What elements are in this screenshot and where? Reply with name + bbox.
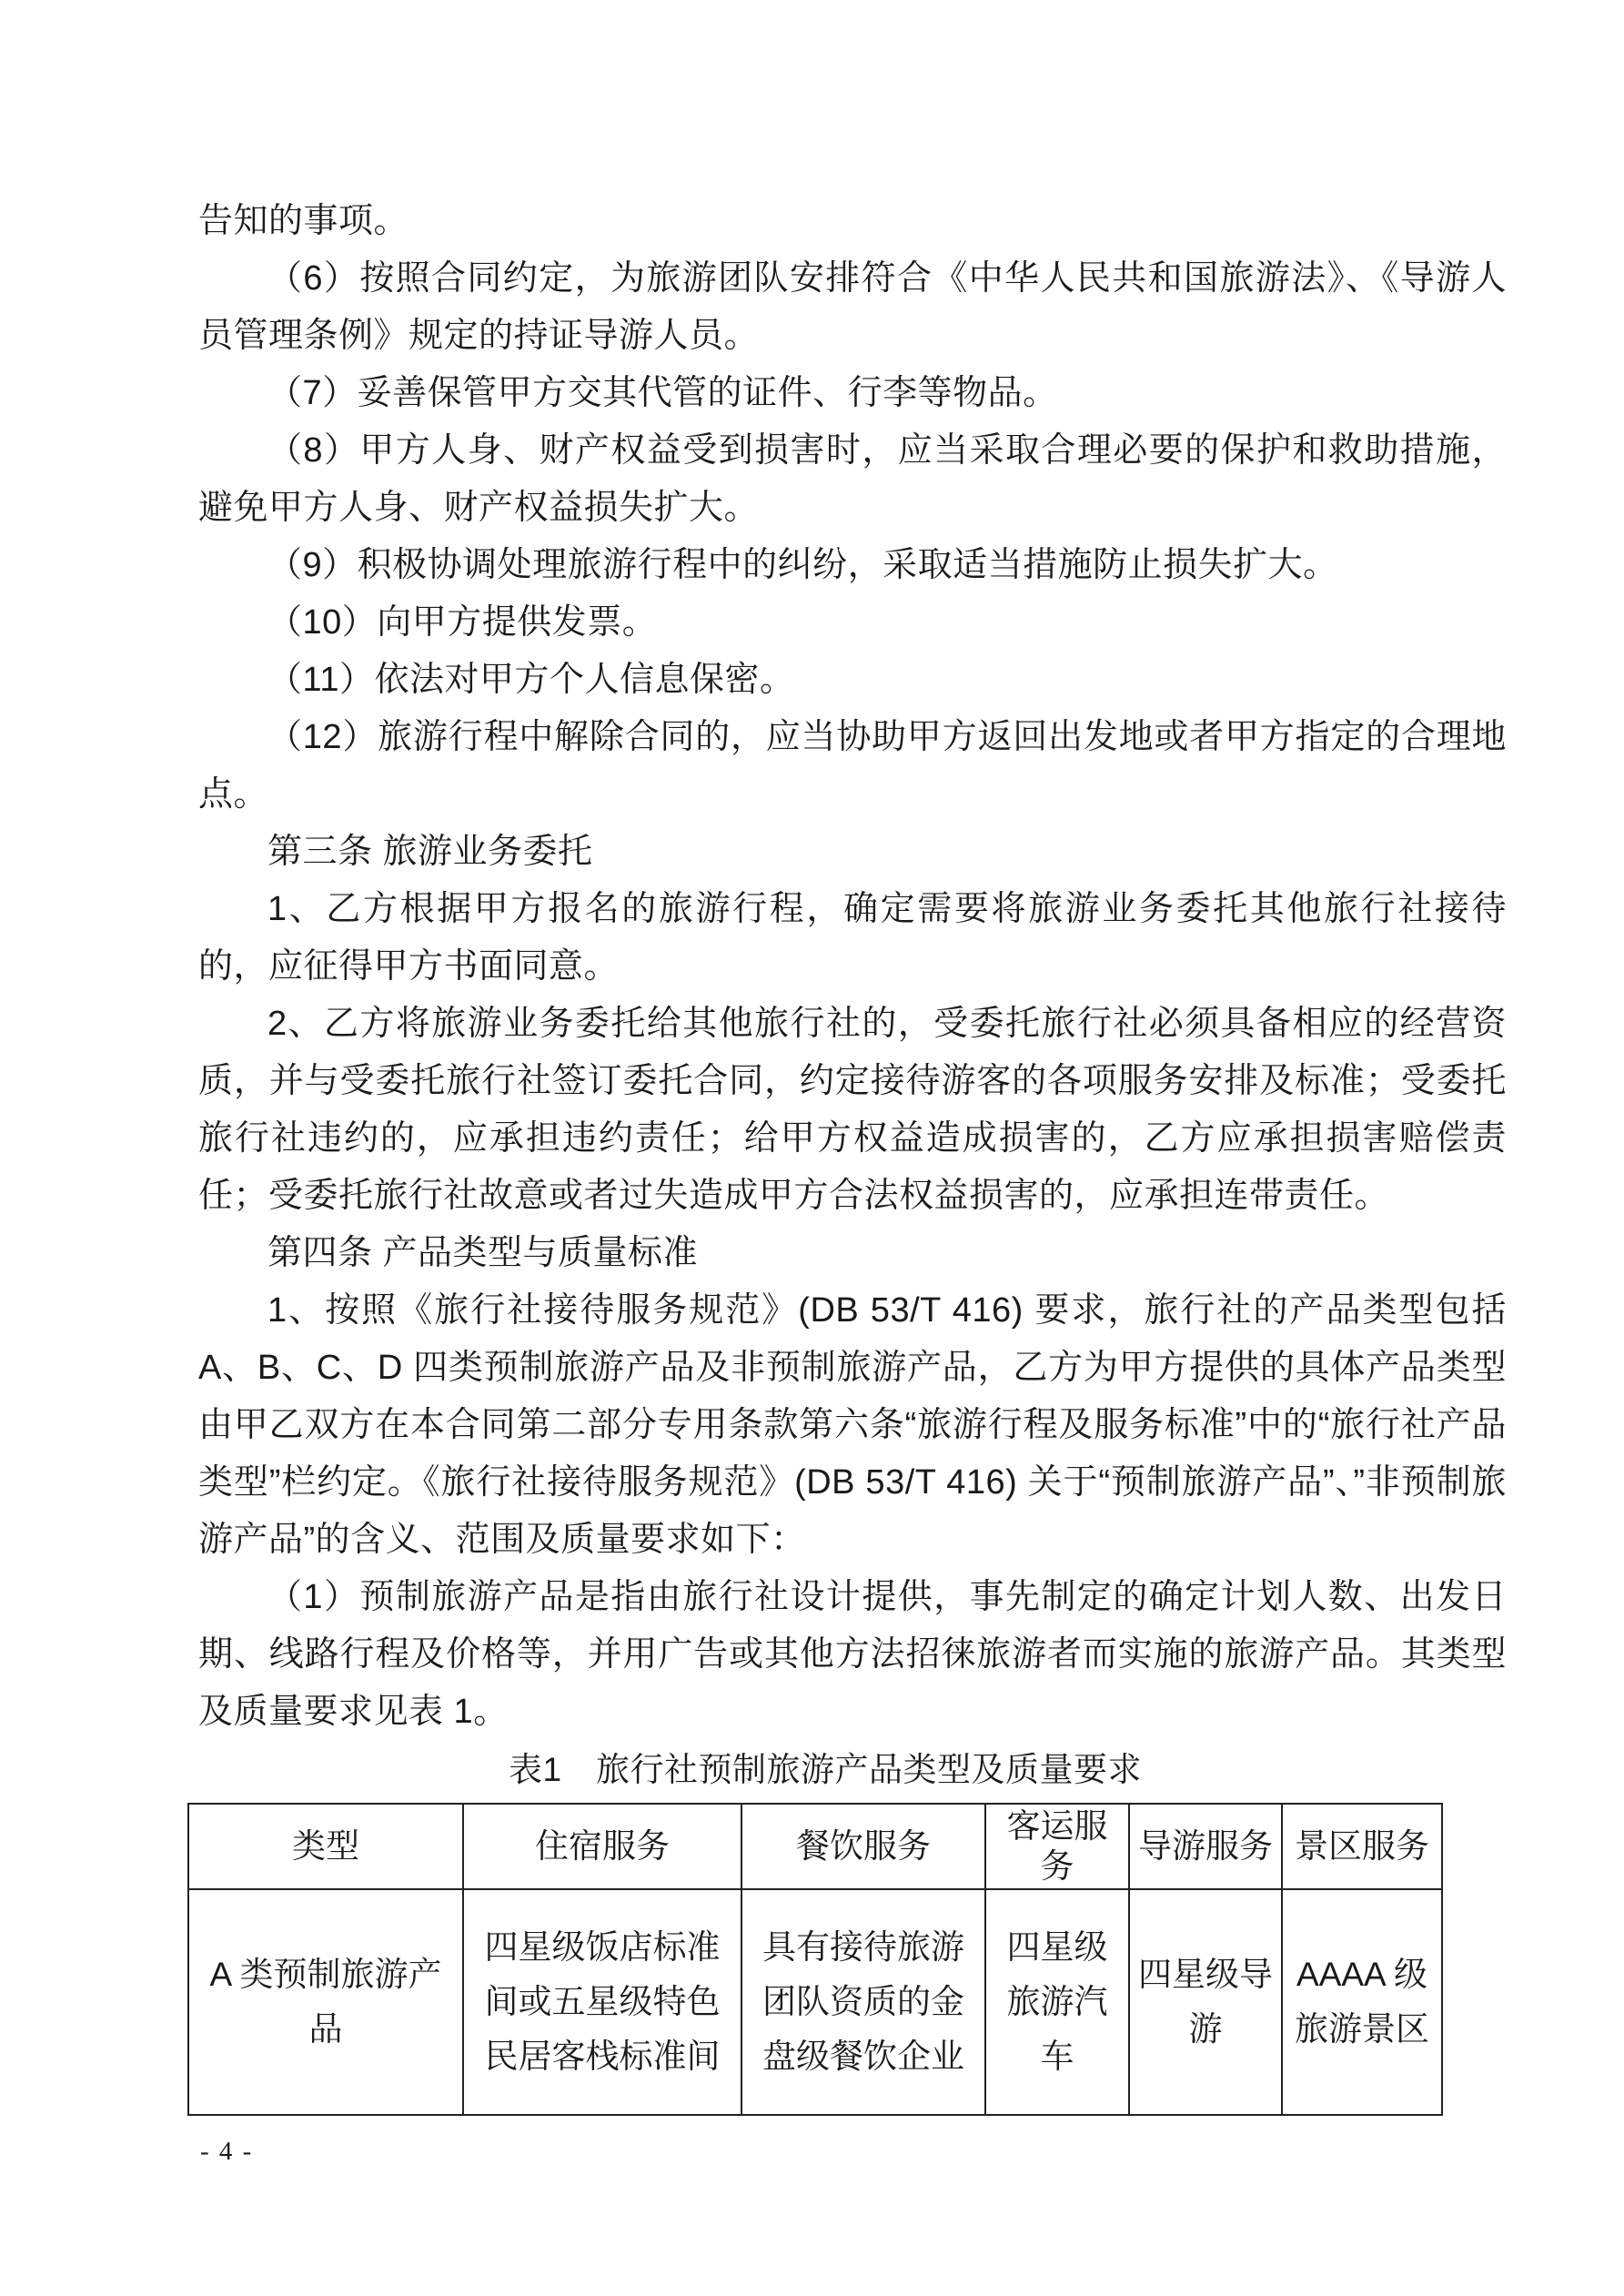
table-header-row <box>188 1804 1442 1889</box>
paragraph: 1、按照《旅行社接待服务规范》(DB 53/T 416) 要求，旅行社的产品类型包括 A、B、C、D 四类预制旅游产品及非预制旅游产品，乙方为甲方提供的具体产品类型由甲乙双方在本合同第二部分专用条款第六条“旅游行程及服务标准”中的“旅行社产品类型”栏约定。《旅行社接待服务规范》(DB 53/T 416) 关于“预制旅游产品”、”非预制旅游产品”的含义、范围及质量要求如下： <box>198 1291 1507 1559</box>
paragraph: （10）向甲方提供发票。 <box>267 603 658 642</box>
section-heading: 第三条 旅游业务委托 <box>267 833 593 871</box>
paragraph: （1）预制旅游产品是指由旅行社设计提供，事先制定的确定计划人数、出发日期、线路行程及价格等，并用广告或其他方法招徕旅游者而实施的旅游产品。其类型及质量要求见表 1。 <box>198 1578 1507 1731</box>
section-heading: 第四条 产品类型与质量标准 <box>267 1234 699 1272</box>
paragraph: 1、乙方根据甲方报名的旅游行程，确定需要将旅游业务委托其他旅行社接待的，应征得甲方书面同意。 <box>198 890 1507 986</box>
paragraph: （7）妥善保管甲方交其代管的证件、行李等物品。 <box>267 374 1058 412</box>
table-header-dining: 餐饮服务 <box>741 1804 985 1889</box>
paragraph: 告知的事项。 <box>198 202 409 240</box>
product-quality-table <box>187 1803 1443 2116</box>
table-cell-scenic: AAAA 级旅游景区 <box>1282 1889 1442 2115</box>
table-cell-lodging: 四星级饭店标准间或五星级特色民居客栈标准间 <box>463 1889 741 2115</box>
document-body <box>198 193 1507 2116</box>
page-number: - 4 - <box>200 2137 254 2166</box>
paragraph: （12）旅游行程中解除合同的，应当协助甲方返回出发地或者甲方指定的合理地点。 <box>198 718 1507 814</box>
table-caption: 表1 旅行社预制旅游产品类型及质量要求 <box>508 1751 1143 1788</box>
paragraph: 2、乙方将旅游业务委托给其他旅行社的，受委托旅行社必须具备相应的经营资质，并与受委托旅行社签订委托合同，约定接待游客的各项服务安排及标准；受委托旅行社违约的，应承担违约责任；给甲方权益造成损害的，乙方应承担损害赔偿责任；受委托旅行社故意或者过失造成甲方合法权益损害的，应承担连带责任。 <box>198 1005 1507 1215</box>
table-row <box>188 1889 1442 2115</box>
paragraph: （6）按照合同约定，为旅游团队安排符合《中华人民共和国旅游法》、《导游人员管理条例》规定的持证导游人员。 <box>198 259 1507 355</box>
paragraph: （9）积极协调处理旅游行程中的纠纷，采取适当措施防止损失扩大。 <box>267 546 1338 584</box>
table-header-transport: 客运服务 <box>985 1804 1129 1889</box>
table-cell-guide: 四星级导游 <box>1129 1889 1282 2115</box>
table-cell-dining: 具有接待旅游团队资质的金盘级餐饮企业 <box>741 1889 985 2115</box>
table-cell-type: A 类预制旅游产品 <box>188 1889 463 2115</box>
table-cell-transport: 四星级旅游汽车 <box>985 1889 1129 2115</box>
table-header-scenic: 景区服务 <box>1282 1804 1442 1889</box>
paragraph: （8）甲方人身、财产权益受到损害时，应当采取合理必要的保护和救助措施，避免甲方人身、财产权益损失扩大。 <box>198 431 1507 527</box>
table-header-lodging: 住宿服务 <box>463 1804 741 1889</box>
paragraph: （11）依法对甲方个人信息保密。 <box>267 661 795 699</box>
table-header-guide: 导游服务 <box>1129 1804 1282 1889</box>
table-header-type: 类型 <box>188 1804 463 1889</box>
